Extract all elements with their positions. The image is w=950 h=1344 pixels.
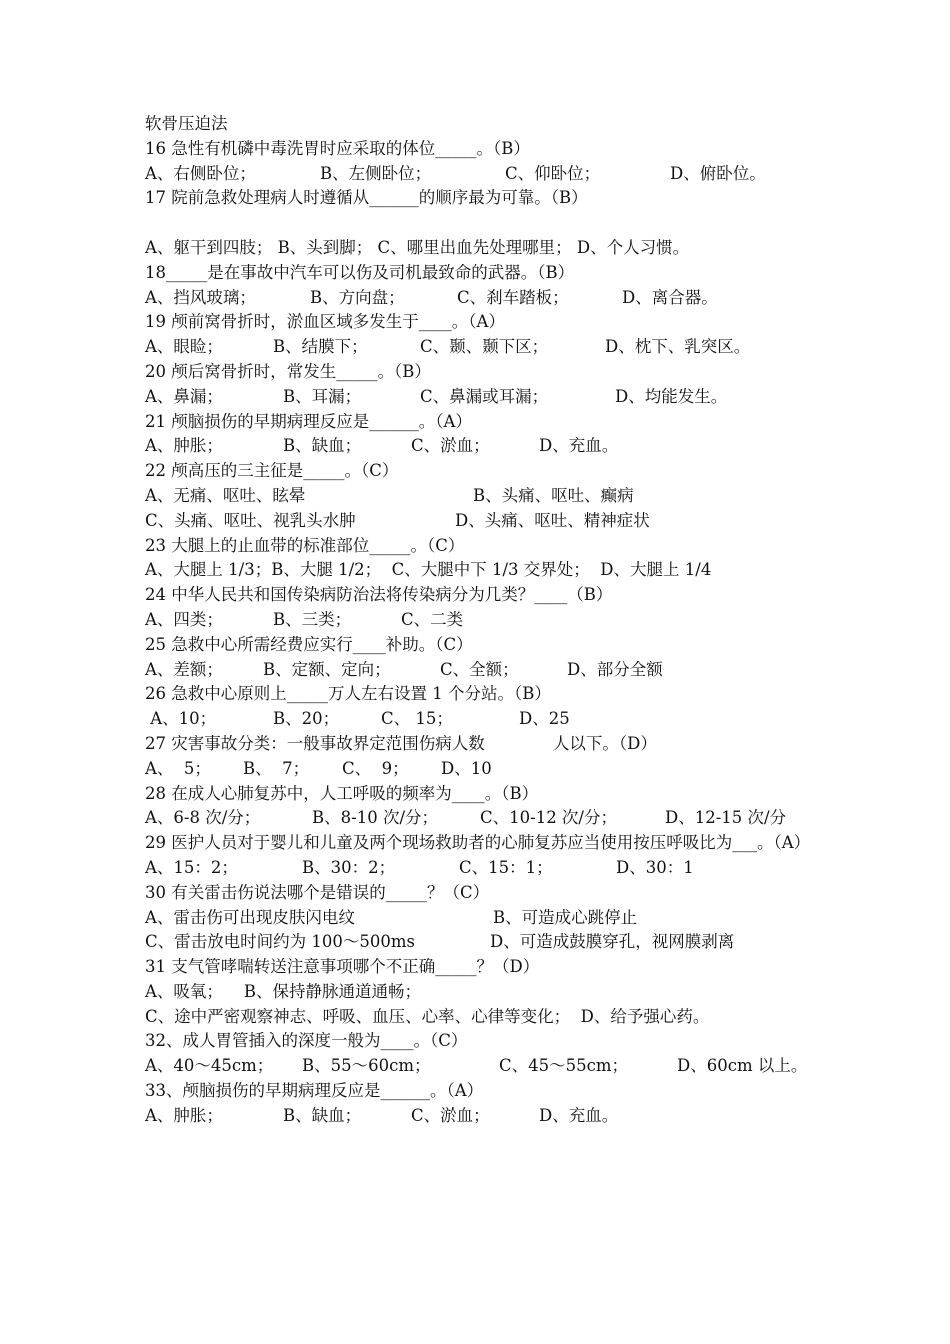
options-31b: C、途中严密观察神志、呼吸、血压、心率、心律等变化； D、给予强心药。 bbox=[145, 1006, 710, 1026]
options-21 bbox=[145, 434, 815, 459]
question-27: 27 灾害事故分类：一般事故界定范围伤病人数 人以下。（D） bbox=[145, 733, 657, 753]
options-16 bbox=[145, 162, 815, 187]
option-b: B、30：2； bbox=[302, 857, 396, 877]
option-c: C、淤血； bbox=[411, 436, 490, 456]
question-23: 23 大腿上的止血带的标准部位_____。（C） bbox=[145, 535, 465, 555]
option-b: B、可造成心跳停止 bbox=[493, 907, 638, 927]
options-20 bbox=[145, 385, 815, 410]
option-d: D、充血。 bbox=[539, 1105, 619, 1125]
option-a: A、 5； bbox=[145, 758, 211, 778]
option-c: C、 15； bbox=[381, 709, 453, 729]
option-d: D、俯卧位。 bbox=[670, 163, 766, 183]
option-b: B、20； bbox=[273, 709, 340, 729]
option-d: D、充血。 bbox=[539, 436, 619, 456]
option-a: A、挡风玻璃； bbox=[145, 287, 256, 307]
question-26: 26 急救中心原则上_____万人左右设置 1 个分站。（B） bbox=[145, 684, 551, 704]
question-22: 22 颅高压的三主征是_____。（C） bbox=[145, 461, 399, 481]
options-28 bbox=[145, 806, 815, 831]
option-d: D、可造成鼓膜穿孔，视网膜剥离 bbox=[490, 932, 735, 952]
question-25: 25 急救中心所需经费应实行____补助。（C） bbox=[145, 634, 473, 654]
option-b: B、头痛、呕吐、癫病 bbox=[473, 485, 634, 505]
option-a: A、肿胀； bbox=[145, 436, 223, 456]
options-32 bbox=[145, 1054, 815, 1079]
option-b: B、三类； bbox=[273, 609, 352, 629]
option-a: A、差额； bbox=[145, 659, 223, 679]
option-a: A、眼睑； bbox=[145, 337, 223, 357]
option-c: C、15：1； bbox=[459, 857, 553, 877]
option-c: C、 9； bbox=[342, 758, 409, 778]
option-b: B、8-10 次/分； bbox=[312, 808, 438, 828]
options-30a bbox=[145, 906, 815, 931]
option-d: D、均能发生。 bbox=[615, 386, 728, 406]
option-d: D、30：1 bbox=[616, 857, 694, 877]
option-c: C、全额； bbox=[440, 659, 519, 679]
option-c: C、刹车踏板； bbox=[457, 287, 569, 307]
options-22b bbox=[145, 509, 815, 534]
question-24: 24 中华人民共和国传染病防治法将传染病分为几类？____（B） bbox=[145, 585, 613, 605]
question-33: 33、颅脑损伤的早期病理反应是______。（A） bbox=[145, 1081, 484, 1101]
option-a: A、肿胀； bbox=[145, 1105, 223, 1125]
option-c: C、45～55cm； bbox=[499, 1056, 629, 1076]
question-19: 19 颅前窝骨折时，淤血区域多发生于____。（A） bbox=[145, 312, 505, 332]
option-c: C、仰卧位； bbox=[505, 163, 601, 183]
option-a: A、鼻漏； bbox=[145, 386, 223, 406]
option-a: A、四类； bbox=[145, 609, 223, 629]
option-d: D、25 bbox=[519, 709, 570, 729]
option-b: B、 7； bbox=[243, 758, 310, 778]
option-c: C、淤血； bbox=[411, 1105, 490, 1125]
options-25 bbox=[145, 658, 815, 683]
question-17: 17 院前急救处理病人时遵循从______的顺序最为可靠。（B） bbox=[145, 188, 588, 208]
option-a: A、40～45cm； bbox=[145, 1056, 274, 1076]
option-d: D、12-15 次/分 bbox=[665, 808, 787, 828]
heading-line: 软骨压迫法 bbox=[145, 114, 228, 133]
option-b: B、耳漏； bbox=[283, 386, 362, 406]
option-b: B、定额、定向； bbox=[263, 659, 391, 679]
options-31a: A、吸氧； B、保持静脉通道通畅； bbox=[145, 981, 422, 1001]
option-c: C、颞、颞下区； bbox=[420, 337, 549, 357]
option-b: B、方向盘； bbox=[310, 287, 405, 307]
question-28: 28 在成人心肺复苏中，人工呼吸的频率为____。（B） bbox=[145, 783, 539, 803]
option-a: A、右侧卧位； bbox=[145, 163, 256, 183]
option-b: B、结膜下； bbox=[273, 337, 368, 357]
option-c: C、头痛、呕吐、视乳头水肿 bbox=[145, 510, 356, 530]
question-20: 20 颅后窝骨折时，常发生_____。（B） bbox=[145, 361, 431, 381]
question-21: 21 颅脑损伤的早期病理反应是______。（A） bbox=[145, 411, 472, 431]
question-29: 29 医护人员对于婴儿和儿童及两个现场救助者的心肺复苏应当使用按压呼吸比为___。（A） bbox=[145, 833, 811, 853]
document-page bbox=[145, 112, 815, 1129]
option-d: D、60cm 以上。 bbox=[677, 1056, 808, 1076]
options-29 bbox=[145, 856, 815, 881]
blank-line bbox=[145, 211, 815, 236]
option-a: A、10； bbox=[145, 709, 217, 729]
option-c: C、二类 bbox=[401, 609, 464, 629]
options-33 bbox=[145, 1104, 815, 1129]
options-26 bbox=[145, 707, 815, 732]
option-b: B、55～60cm； bbox=[302, 1056, 431, 1076]
question-30: 30 有关雷击伤说法哪个是错误的_____？（C） bbox=[145, 882, 490, 902]
option-a: A、雷击伤可出现皮肤闪电纹 bbox=[145, 907, 355, 927]
option-b: B、缺血； bbox=[283, 436, 362, 456]
options-24 bbox=[145, 608, 815, 633]
option-b: B、缺血； bbox=[283, 1105, 362, 1125]
options-19 bbox=[145, 335, 815, 360]
question-31: 31 支气管哮喘转送注意事项哪个不正确_____？（D） bbox=[145, 957, 540, 977]
question-18: 18_____是在事故中汽车可以伤及司机最致命的武器。（B） bbox=[145, 262, 575, 282]
option-d: D、10 bbox=[441, 758, 492, 778]
option-a: A、无痛、呕吐、眩晕 bbox=[145, 485, 306, 505]
option-c: C、10-12 次/分； bbox=[480, 808, 617, 828]
option-a: A、15：2； bbox=[145, 857, 238, 877]
option-b: B、左侧卧位； bbox=[320, 163, 432, 183]
options-22a bbox=[145, 484, 815, 509]
option-d: D、枕下、乳突区。 bbox=[605, 337, 751, 357]
option-a: A、6-8 次/分； bbox=[145, 808, 261, 828]
question-16: 16 急性有机磷中毒洗胃时应采取的体位_____。（B） bbox=[145, 138, 530, 158]
option-c: C、鼻漏或耳漏； bbox=[420, 386, 549, 406]
options-18 bbox=[145, 286, 815, 311]
question-32: 32、成人胃管插入的深度一般为____。（C） bbox=[145, 1031, 468, 1051]
option-d: D、头痛、呕吐、精神症状 bbox=[455, 510, 650, 530]
option-c: C、雷击放电时间约为 100～500ms bbox=[145, 932, 415, 952]
option-d: D、离合器。 bbox=[622, 287, 718, 307]
options-30b bbox=[145, 930, 815, 955]
options-23: A、大腿上 1/3；B、大腿 1/2； C、大腿中下 1/3 交界处； D、大腿上 1/4 bbox=[145, 560, 712, 580]
option-d: D、部分全额 bbox=[567, 659, 663, 679]
options-27 bbox=[145, 757, 815, 782]
options-17: A、躯干到四肢； B、头到脚； C、哪里出血先处理哪里； D、个人习惯。 bbox=[145, 237, 690, 257]
